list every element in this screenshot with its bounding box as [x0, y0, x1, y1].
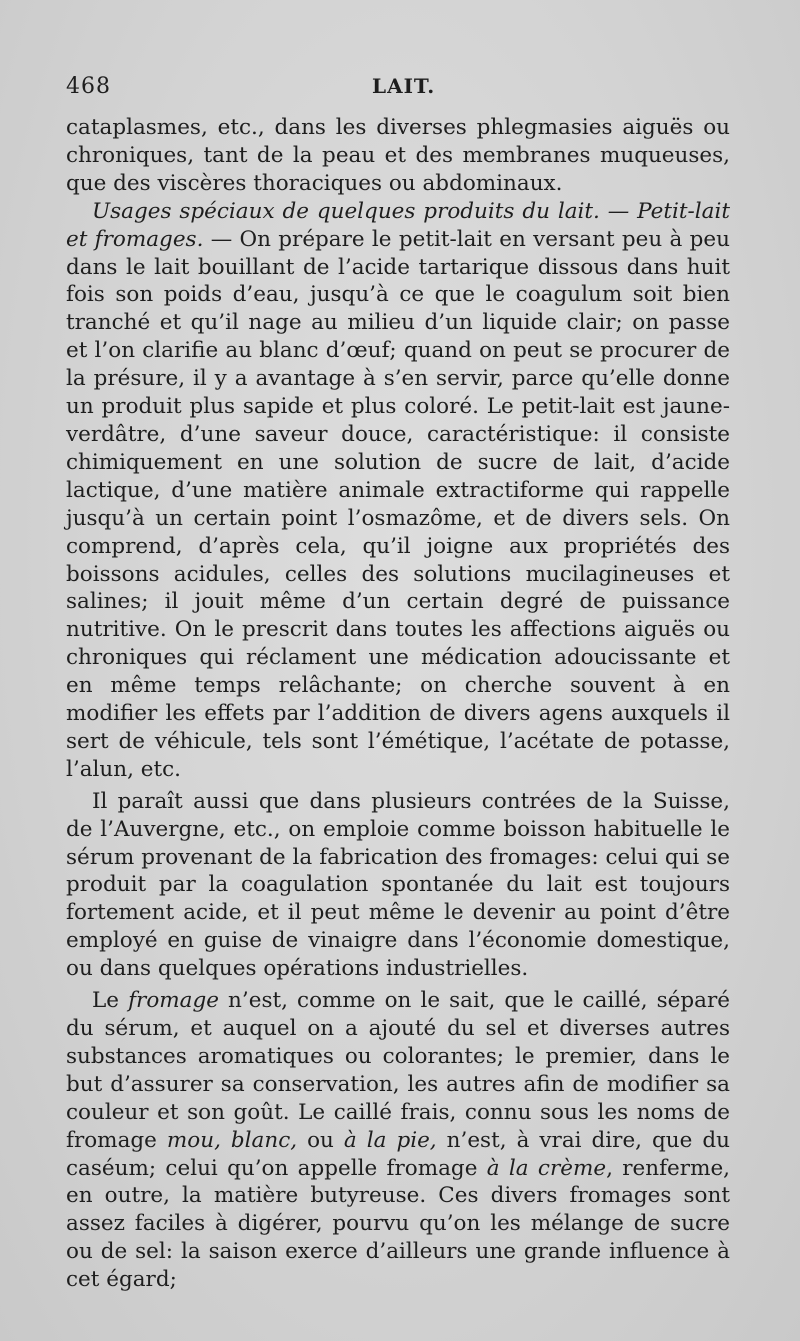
- section-heading: Usages spéciaux de quelques produits du lait. — Petit-lait et fromages.: [66, 198, 730, 252]
- term-fromage: fromage: [128, 988, 219, 1014]
- fromage-text-1: n’est, comme on le sait, que le caillé, séparé du sérum, et auquel on a ajouté du sel et diverses autres substances aromatiques ou colorantes; le premier, dans le but d’assurer sa conservation, les autres afin de modifier sa couleur et son goût. Le caillé frais, connu sous les noms de fromage: [66, 988, 730, 1153]
- paragraph-serum: Il paraît aussi que dans plusieurs contrées de la Suisse, de l’Auvergne, etc., on emploie comme boisson habituelle le sérum provenant de la fabrication des fromages: celui qui se produit par la coagulation spontanée du lait est toujours fortement acide, et il peut même le devenir au point d’être employé en guise de vinaigre dans l’économie domestique, ou dans quelques opérations industrielles.: [66, 788, 730, 982]
- term-mou-blanc: mou, blanc,: [166, 1127, 298, 1153]
- paragraph-fromage: [66, 987, 730, 1294]
- term-a-la-creme: à la crème: [486, 1155, 607, 1181]
- term-a-la-pie: à la pie,: [343, 1127, 437, 1153]
- fromage-text-4: , renferme, en outre, la matière butyreuse. Ces divers fromages sont assez faciles à digérer, pourvu qu’on les mélange de sucre ou de sel: la saison exerce d’ailleurs une grande influence à cet égard;: [66, 1155, 731, 1293]
- paragraph-petit-lait-text: — On prépare le petit-lait en versant peu à peu dans le lait bouillant de l’acide tartarique dissous dans huit fois son poids d’eau, jusqu’à ce que le coagulum soit bien tranché et qu’il nage au milieu d’un liquide clair; on passe et l’on clarifie au blanc d’œuf; quand on peut se procurer de la présure, il y a avantage à s’en servir, parce qu’elle donne un produit plus sapide et plus coloré. Le petit-lait est jaune-verdâtre, d’une saveur douce, caractéristique: il consiste chimiquement en une solution de sucre de lait, d’acide lactique, d’une matière animale extractiforme qui rappelle jusqu’à un certain point l’osmazôme, et de divers sels. On comprend, d’après cela, qu’il joigne aux propriétés des boissons acidules, celles des solutions mucilagineuses et salines; il jouit même d’un certain degré de puissance nutritive. On le prescrit dans toutes les affections aiguës ou chroniques qui réclament une médication adoucissante et en même temps relâchante; on cherche souvent à en modifier les effets par l’addition de divers agens auxquels il sert de véhicule, tels sont l’émétique, l’acétate de potasse, l’alun, etc.: [66, 226, 731, 782]
- running-head: LAIT.: [372, 74, 436, 98]
- fromage-text-3: n’est, à vrai dire, que du caséum; celui qu’on appelle fromage: [66, 1127, 730, 1181]
- page-header: [66, 74, 730, 104]
- body-text: [66, 114, 730, 1294]
- fromage-text-2: ou: [297, 1127, 344, 1153]
- page-number: 468: [66, 74, 111, 99]
- paragraph-petit-lait: [66, 198, 730, 784]
- paragraph-continuation: cataplasmes, etc., dans les diverses phlegmasies aiguës ou chroniques, tant de la peau et des membranes muqueuses, que des viscères thoraciques ou abdominaux.: [66, 115, 730, 196]
- fromage-lead: Le: [92, 988, 129, 1014]
